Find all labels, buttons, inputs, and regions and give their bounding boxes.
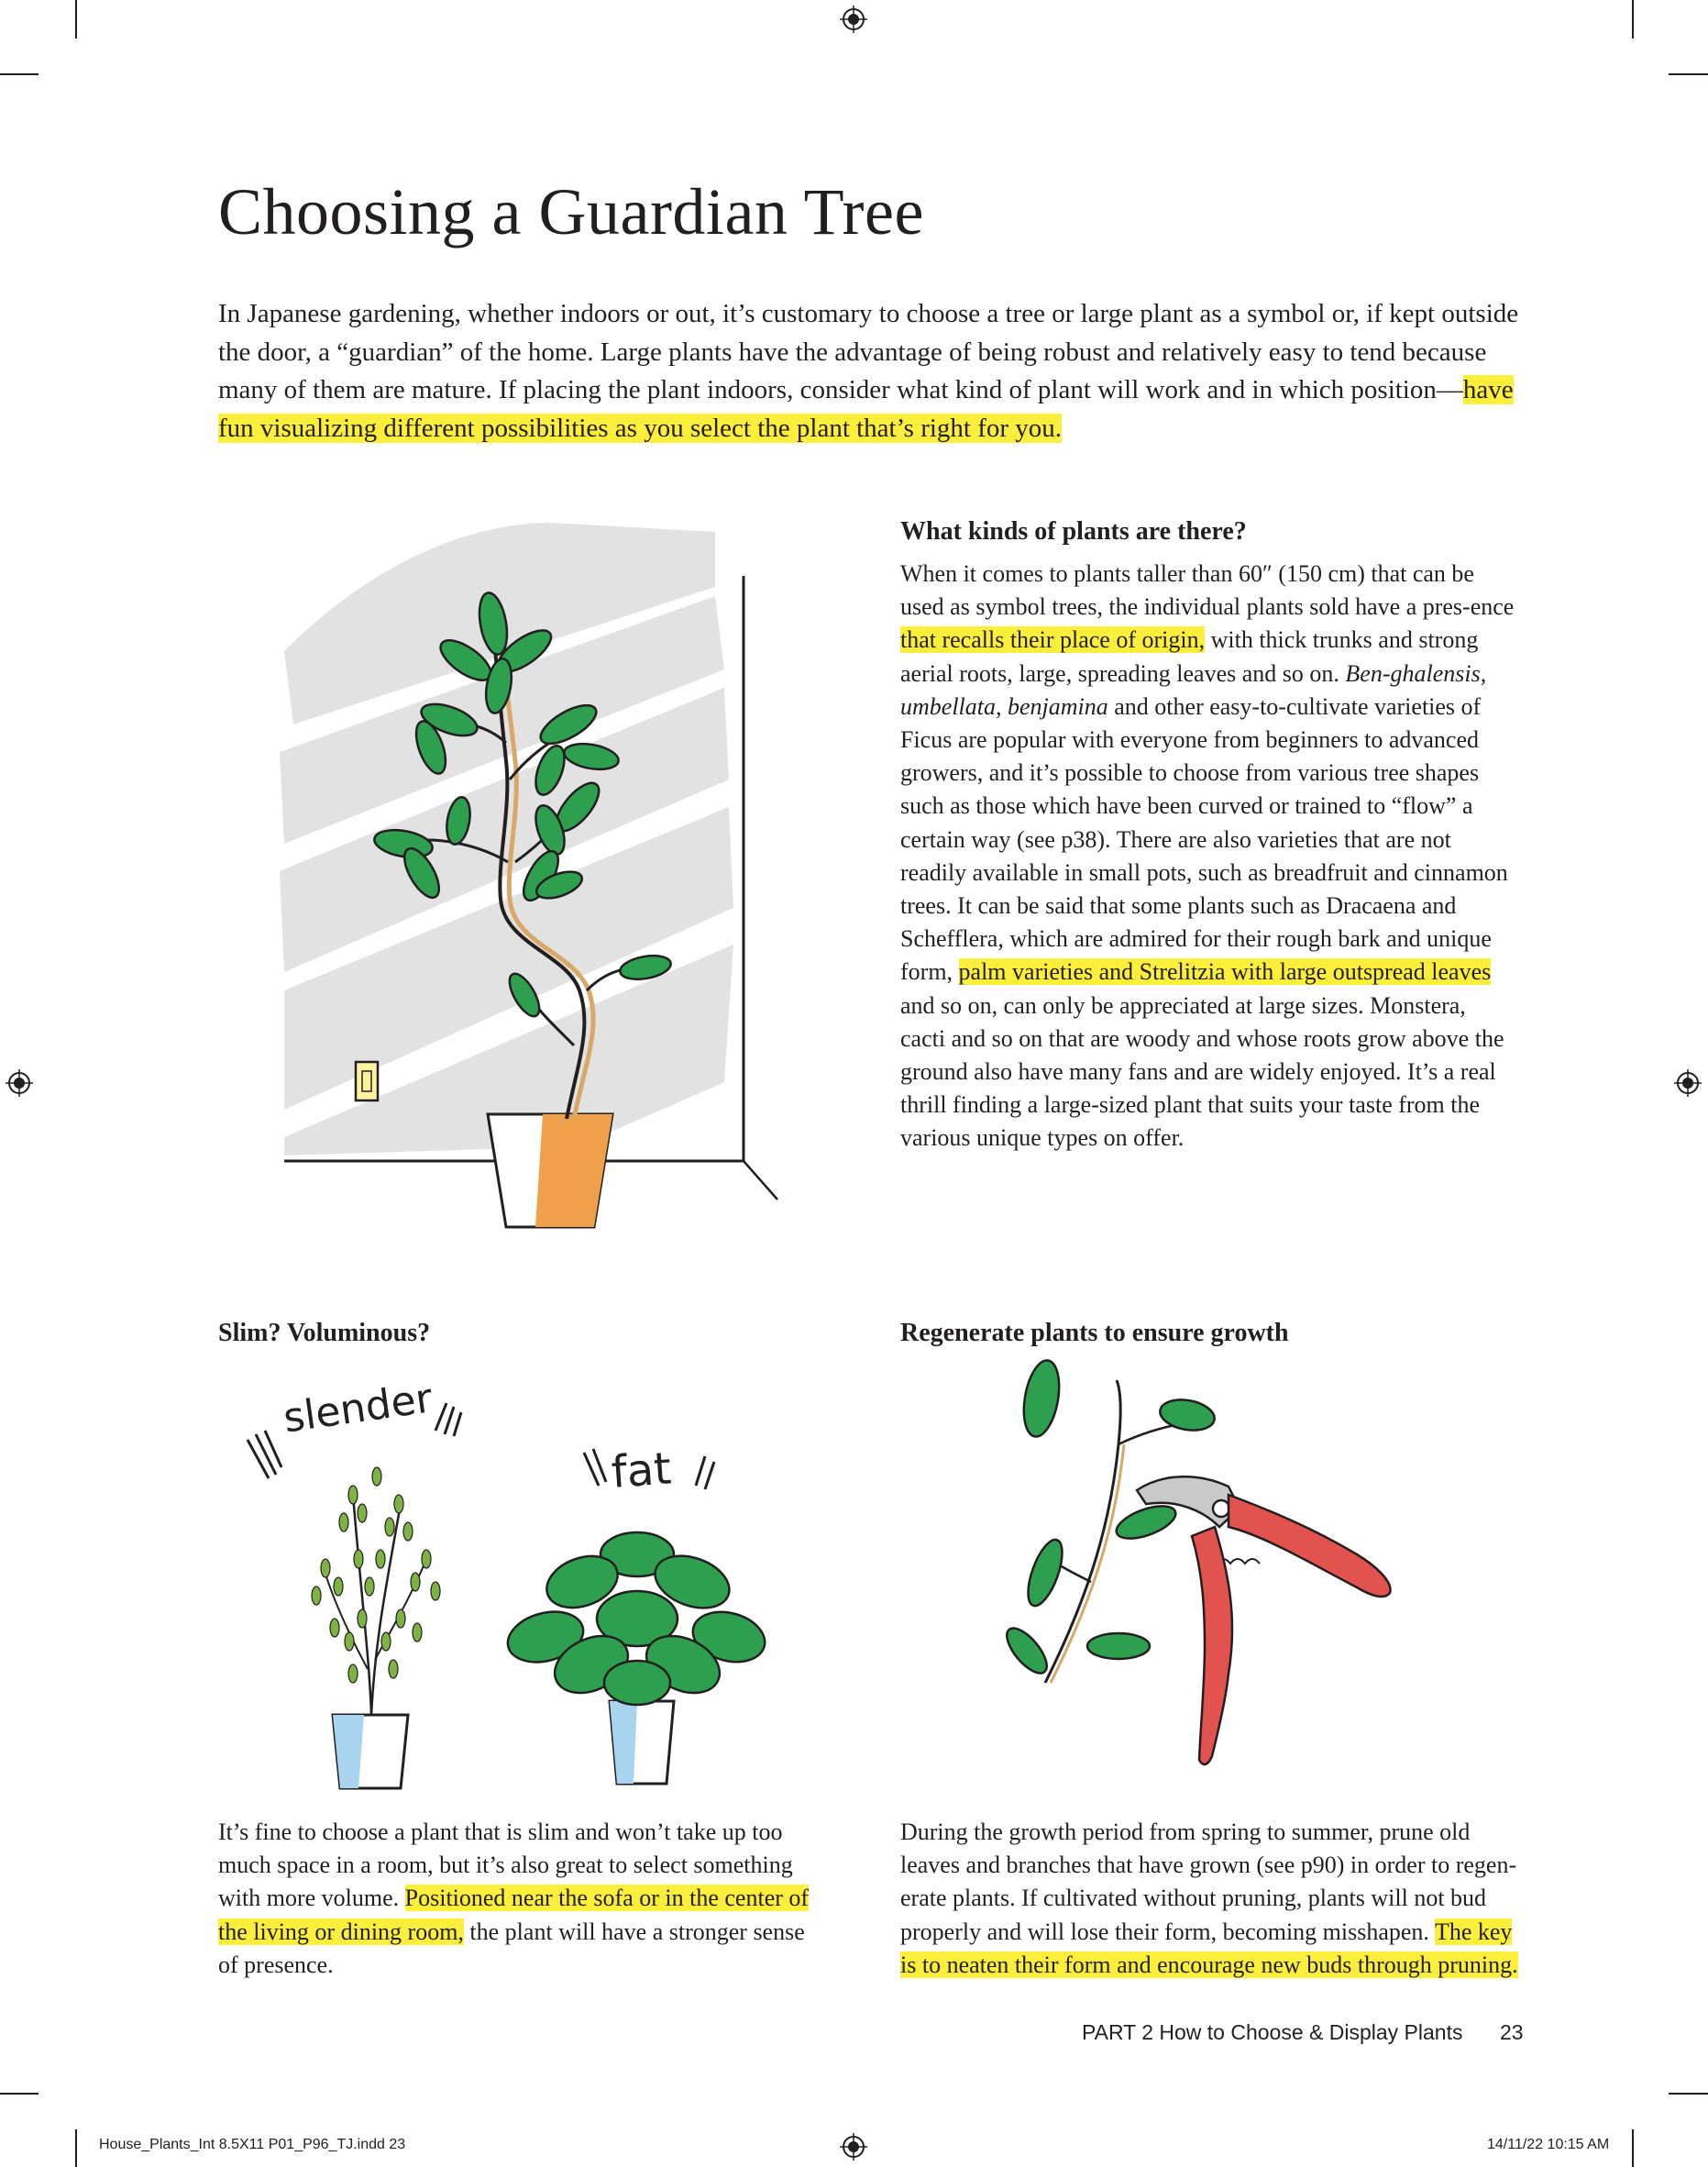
slug-timestamp: 14/11/22 10:15 AM xyxy=(1487,2137,1610,2152)
registration-mark-icon xyxy=(840,2133,867,2161)
section-heading-regenerate: Regenerate plants to ensure growth xyxy=(900,1319,1289,1347)
section-heading-kinds: What kinds of plants are there? xyxy=(900,517,1247,546)
crop-mark xyxy=(1632,2129,1634,2167)
crop-mark xyxy=(0,73,39,75)
slug-filename: House_Plants_Int 8.5X11 P01_P96_TJ.indd 23 xyxy=(99,2137,406,2152)
section-body-slim xyxy=(218,1816,823,1982)
section-heading-slim: Slim? Voluminous? xyxy=(218,1319,431,1347)
section-body-regenerate xyxy=(900,1816,1524,1982)
registration-mark-icon xyxy=(1674,1069,1702,1097)
pruning-illustration xyxy=(1008,1371,1412,1775)
intro-highlight: have fun visualizing different possibilities as you select the plant that’s right for you. xyxy=(218,375,1514,443)
label-slender: slender xyxy=(281,1375,435,1443)
label-fat: fat xyxy=(610,1443,673,1498)
section-body-kinds xyxy=(900,558,1515,1155)
text-run: with thick trunks and strong aerial roots, large, spreading leaves and so on. xyxy=(900,626,1479,687)
highlight: The key is to neaten their form and encourage new buds through pruning. xyxy=(900,1918,1518,1978)
crop-mark xyxy=(75,2129,77,2167)
wall-shading xyxy=(280,523,733,1155)
guardian-tree-illustration xyxy=(275,514,788,1229)
intro-text: In Japanese gardening, whether indoors or out, it’s customary to choose a tree or large plant as a symbol or, if kept outside the door, a “guardian” of the home. Large plants have the advantage of being robust and relatively easy to tend because many of them are mature. If placing the plant indoors, consider what kind of plant will work and in which position— xyxy=(218,299,1519,404)
crop-mark xyxy=(75,0,77,39)
page-title: Choosing a Guardian Tree xyxy=(218,175,924,249)
text-run: During the growth period from spring to summer, prune old leaves and branches that have grown (see p90) in order to regen-erate plants. If cultivated without pruning, plants will not bud properly and will lose their form, becoming misshapen. xyxy=(900,1819,1517,1945)
crop-mark xyxy=(0,2093,39,2095)
text-run: When it comes to plants taller than 60″ (150 cm) that can be used as symbol trees, the individual plants sold have a pres-ence xyxy=(900,560,1515,621)
highlight: that recalls their place of origin, xyxy=(900,626,1206,654)
registration-mark-icon xyxy=(6,1069,33,1097)
text-run: the plant will have a stronger sense of presence. xyxy=(218,1918,805,1978)
italic-text: Ben-ghalensis, umbellata, benjamina xyxy=(900,659,1487,720)
slender-plant-illustration xyxy=(298,1458,454,1788)
text-run: and other easy-to-cultivate varieties of Ficus are popular with everyone from beginners to advanced growers, and it’s possible to choose from various tree shapes such as those which have been curved or trained to “flow” a certain way (see p38). There are also varieties that are not readily available in small pots, such as breadfruit and cinnamon trees. It can be said that some plants such as Dracaena and Schefflera, which are admired for their rough bark and unique form, xyxy=(900,692,1508,986)
running-footer-part: PART 2 How to Choose & Display Plants xyxy=(1082,2020,1463,2044)
intro-paragraph xyxy=(218,295,1529,448)
crop-mark xyxy=(1632,0,1634,39)
highlight: Positioned near the sofa or in the center of the living or dining room, xyxy=(218,1885,810,1945)
page-number: 23 xyxy=(1500,2020,1524,2044)
crop-mark xyxy=(1669,73,1708,75)
text-run: and so on, can only be appreciated at large sizes. Monstera, cacti and so on that are woody and whose roots grow above the ground also have many fans and are widely enjoyed. It’s a real thrill finding a large-sized plant that suits your taste from the various unique types on offer. xyxy=(900,991,1504,1152)
registration-mark-icon xyxy=(840,6,867,33)
highlight: palm varieties and Strelitzia with large outspread leaves xyxy=(958,958,1492,986)
fat-plant-illustration xyxy=(509,1518,766,1784)
crop-mark xyxy=(1669,2093,1708,2095)
text-run: It’s fine to choose a plant that is slim and won’t take up too much space in a room, but it’s also great to select something with more volume. xyxy=(218,1819,793,1912)
